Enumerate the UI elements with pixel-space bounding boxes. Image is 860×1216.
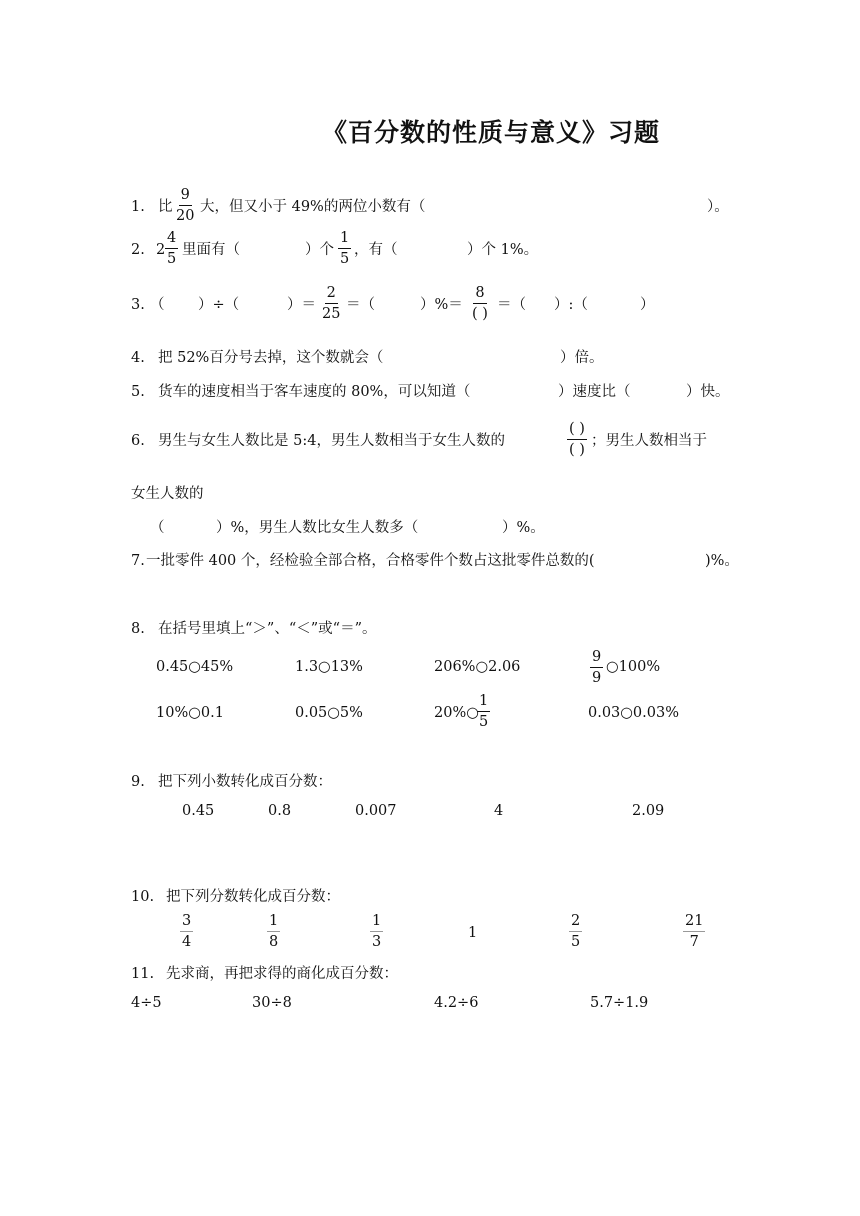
q10-fraction-5: $\frac{21}{7}$: [685, 913, 704, 950]
q10-fraction-2: $\frac{1}{8}$: [269, 913, 279, 950]
q10-fraction-3: $\frac{1}{3}$: [372, 913, 382, 950]
q2-whole: 2: [156, 242, 166, 258]
q2-fraction-1: $\frac{4}{5}$: [167, 230, 177, 267]
q2-text-a: 里面有（: [182, 242, 240, 258]
q8-r1c4: ○100%: [606, 659, 661, 675]
q3-fraction-2: 8 ( ): [472, 285, 488, 322]
q10-fraction-4: $\frac{2}{5}$: [571, 913, 581, 950]
q7-close: )%。: [705, 553, 739, 569]
q1-fraction: $\frac{9}{20}$: [176, 187, 195, 224]
q7-number: 7.: [131, 553, 145, 569]
q5-number: 5.: [131, 384, 145, 400]
q1-text-a: 比: [158, 199, 173, 215]
q3-fraction-1: $\frac{2}{25}$: [322, 285, 341, 322]
q1-close: ）。: [707, 199, 729, 215]
q10-number: 10.: [131, 889, 155, 905]
q6-fraction: ( ) ( ): [569, 421, 585, 458]
q3-equals-2: ＝（: [346, 297, 375, 313]
q9-text: 把下列小数转化成百分数：: [158, 774, 332, 790]
q8-r2c1: 10%○0.1: [156, 705, 224, 721]
q11-item: 5.7÷1.9: [590, 995, 649, 1011]
q3-equals-1: ）＝: [287, 297, 316, 313]
q6-text-f: ）%。: [502, 520, 545, 536]
q3-number: 3.: [131, 297, 145, 313]
q2-text-c: ，有（: [354, 242, 398, 258]
q6-text-a: 男生与女生人数比是 5:4，男生人数相当于女生人数的: [158, 433, 505, 449]
q1-text-b: 大，但又小于 49%的两位小数有（: [200, 199, 426, 215]
q11-item: 4÷5: [131, 995, 162, 1011]
q10-fraction-1: $\frac{3}{4}$: [182, 913, 192, 950]
q9-item: 4: [494, 803, 504, 819]
q9-item: 2.09: [632, 803, 665, 819]
q8-r1c2: 1.3○13%: [295, 659, 363, 675]
q10-whole: 1: [468, 925, 478, 941]
q4-close: ）倍。: [560, 350, 604, 366]
q10-text: 把下列分数转化成百分数：: [166, 889, 340, 905]
page-title: 《百分数的性质与意义》习题: [322, 118, 661, 147]
q6-text-b: ；男生人数相当于: [591, 433, 707, 449]
q8-r2c3: 20%○: [434, 705, 479, 721]
q8-r1c1: 0.45○45%: [156, 659, 234, 675]
q11-number: 11.: [131, 966, 155, 982]
q8-number: 8.: [131, 621, 145, 637]
q6-text-e: ）%，男生人数比女生人数多（: [216, 520, 419, 536]
q2-fraction-2: $\frac{1}{5}$: [340, 230, 350, 267]
q4-text: 把 52%百分号去掉，这个数就会（: [158, 350, 384, 366]
q8-r2c3-fraction: $\frac{1}{5}$: [479, 693, 489, 730]
q3-equals-3: ＝（: [497, 297, 526, 313]
q4-number: 4.: [131, 350, 145, 366]
q11-item: 4.2÷6: [434, 995, 479, 1011]
q2-text-d: ）个 1%。: [467, 242, 539, 258]
q8-text: 在括号里填上“＞”、“＜”或“＝”。: [158, 621, 377, 637]
q8-r2c4: 0.03○0.03%: [588, 705, 680, 721]
q2-number: 2.: [131, 242, 145, 258]
q9-number: 9.: [131, 774, 145, 790]
q1-number: 1.: [131, 199, 145, 215]
q9-item: 0.007: [355, 803, 397, 819]
q11-text: 先求商，再把求得的商化成百分数：: [166, 966, 398, 982]
q8-r1c4-fraction: $\frac{9}{9}$: [592, 649, 602, 686]
q3-ratio: ）:（: [554, 297, 588, 313]
q5-text-b: ）速度比（: [558, 384, 631, 400]
q9-item: 0.45: [182, 803, 215, 819]
q8-r2c2: 0.05○5%: [295, 705, 363, 721]
q9-item: 0.8: [268, 803, 292, 819]
q3-divide: ）÷（: [198, 297, 240, 313]
q2-text-b: ）个: [305, 242, 334, 258]
q5-text-c: ）快。: [686, 384, 730, 400]
q3-close: ）: [640, 297, 655, 313]
q6-text-c: 女生人数的: [131, 486, 204, 502]
q3-open-1: （: [150, 297, 165, 313]
q6-open: （: [150, 520, 165, 536]
q3-percent: ）%＝: [420, 297, 463, 313]
q5-text-a: 货车的速度相当于客车速度的 80%，可以知道（: [158, 384, 471, 400]
q7-text: 一批零件 400 个，经检验全部合格，合格零件个数占这批零件总数的(: [146, 553, 595, 569]
q11-item: 30÷8: [252, 995, 292, 1011]
q8-r1c3: 206%○2.06: [434, 659, 521, 675]
q6-number: 6.: [131, 433, 145, 449]
